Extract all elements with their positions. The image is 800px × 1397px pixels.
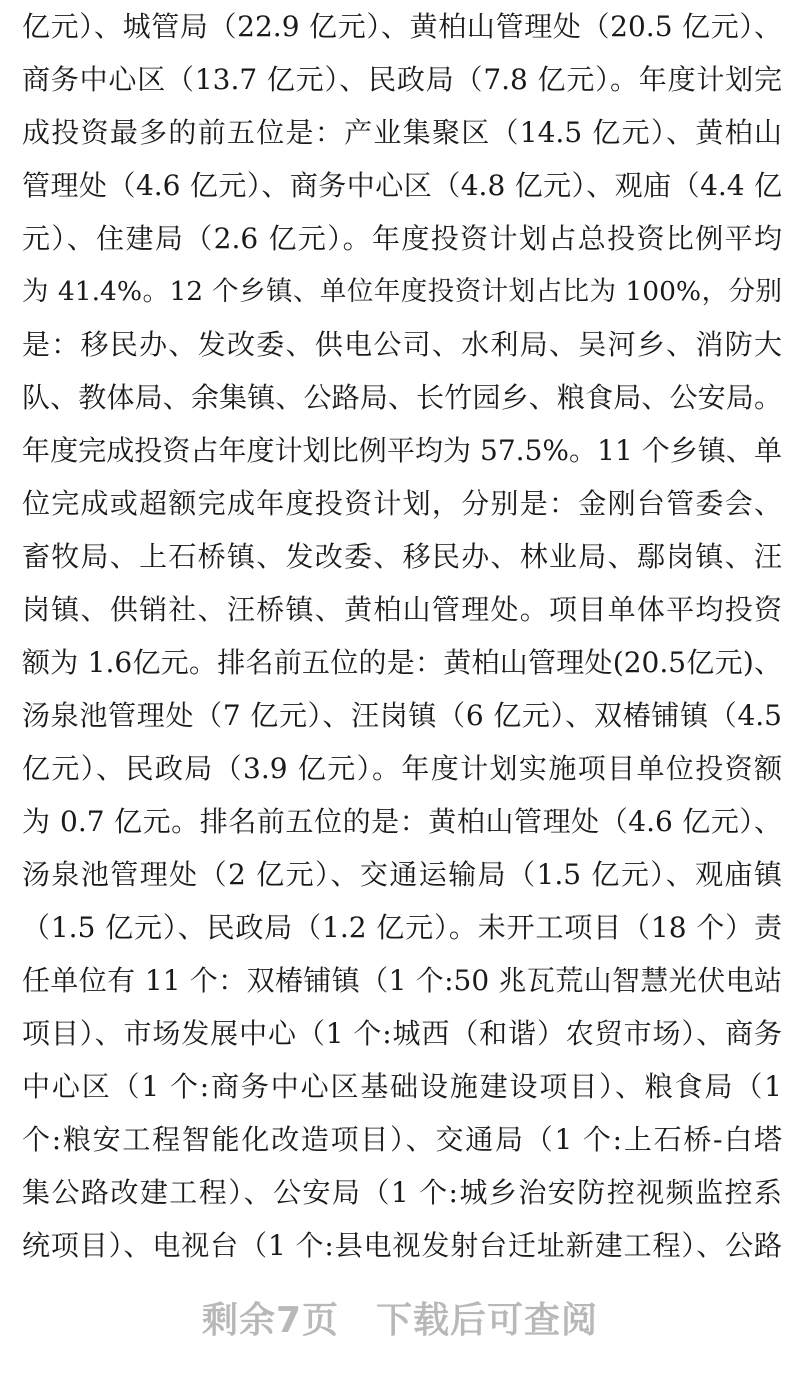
text-line-5: 元）、住建局（2.6 亿元）。年度投资计划占总投资比例平均 (22, 222, 782, 255)
text-line-6: 为 41.4%。12 个乡镇、单位年度投资计划占比为 100%，分别 (22, 276, 782, 307)
text-line-11: 畜牧局、上石桥镇、发改委、移民办、林业局、鄢岗镇、汪 (22, 540, 782, 573)
text-line-15: 亿元）、民政局（3.9 亿元）。年度计划实施项目单位投资额 (22, 752, 782, 785)
text-line-23: 集公路改建工程）、公安局（1 个:城乡治安防控视频监控系 (22, 1176, 782, 1209)
text-line-21: 中心区（1 个:商务中心区基础设施建设项目）、粮食局（1 (22, 1070, 782, 1103)
text-line-10: 位完成或超额完成年度投资计划，分别是：金刚台管委会、 (22, 487, 782, 520)
text-line-20: 项目）、市场发展中心（1 个:城西（和谐）农贸市场）、商务 (22, 1017, 782, 1050)
document-body (22, 0, 782, 1272)
text-line-9: 年度完成投资占年度计划比例平均为 57.5%。11 个乡镇、单 (22, 434, 782, 467)
text-line-16: 为 0.7 亿元。排名前五位的是：黄柏山管理处（4.6 亿元）、 (22, 805, 782, 838)
text-line-4: 管理处（4.6 亿元）、商务中心区（4.8 亿元）、观庙（4.4 亿 (22, 169, 782, 202)
text-line-3: 成投资最多的前五位是：产业集聚区（14.5 亿元）、黄柏山 (22, 116, 782, 149)
text-line-1: 亿元）、城管局（22.9 亿元）、黄柏山管理处（20.5 亿元）、 (22, 10, 782, 43)
text-line-2: 商务中心区（13.7 亿元）、民政局（7.8 亿元）。年度计划完 (22, 63, 782, 96)
text-line-14: 汤泉池管理处（7 亿元）、汪岗镇（6 亿元）、双椿铺镇（4.5 (22, 699, 782, 732)
remaining-pages-download-notice[interactable]: 剩余7页 下载后可查阅 (201, 1300, 599, 1341)
text-line-19: 任单位有 11 个：双椿铺镇（1 个:50 兆瓦荒山智慧光伏电站 (22, 964, 782, 997)
text-line-24: 统项目）、电视台（1 个:县电视发射台迁址新建工程）、公路 (22, 1229, 782, 1262)
text-line-22: 个:粮安工程智能化改造项目）、交通局（1 个:上石桥-白塔 (22, 1123, 782, 1156)
text-line-7: 是：移民办、发改委、供电公司、水利局、吴河乡、消防大 (22, 328, 782, 361)
text-line-17: 汤泉池管理处（2 亿元）、交通运输局（1.5 亿元）、观庙镇 (22, 858, 782, 891)
text-line-8: 队、教体局、余集镇、公路局、长竹园乡、粮食局、公安局。 (22, 381, 782, 414)
text-line-18: （1.5 亿元）、民政局（1.2 亿元）。未开工项目（18 个）责 (22, 911, 782, 944)
text-line-13: 额为 1.6亿元。排名前五位的是：黄柏山管理处(20.5亿元)、 (22, 646, 782, 679)
text-line-12: 岗镇、供销社、汪桥镇、黄柏山管理处。项目单体平均投资 (22, 593, 782, 626)
